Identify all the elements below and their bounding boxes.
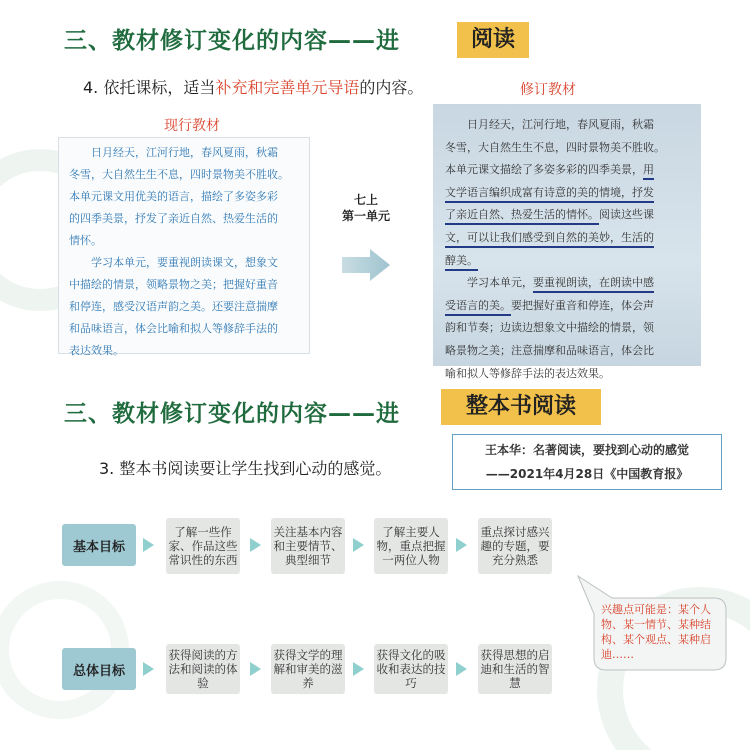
revised-line <box>445 295 695 318</box>
flow-arrow-icon <box>250 662 261 676</box>
revised-line <box>445 204 695 227</box>
underlined-text: 抒发 <box>632 185 654 199</box>
revised-line <box>445 159 695 182</box>
section2-subtitle: 3. 整本书阅读要让学生找到心动的感觉。 <box>99 459 392 478</box>
revised-line <box>445 182 695 205</box>
section2-tag: 整本书阅读 <box>441 389 601 425</box>
flow-arrow-icon <box>353 538 364 552</box>
flow-arrow-icon <box>250 538 261 552</box>
underlined-text: 文学语言编织成富有诗意的美的情境， <box>445 185 632 199</box>
revised-textbook-box <box>433 104 701 380</box>
section1-tag: 阅读 <box>457 22 529 58</box>
revised-line <box>445 227 695 250</box>
current-caption: 现行教材 <box>164 118 220 134</box>
current-line: 本单元课文用优美的语言，描绘了多姿多彩 <box>69 190 278 203</box>
revised-line: 略景物之美；注意揣摩和品味语言，体会比 <box>445 343 654 357</box>
current-textbook-text <box>69 142 303 362</box>
basic-step: 了解主要人物，重点把握一两位人物 <box>374 518 448 574</box>
underlined-text: 受语言的美。 <box>445 298 511 312</box>
revised-text: 要把握好重音和停连，体会声 <box>511 298 654 312</box>
revised-line: 日月经天，江河行地，春风夏雨，秋霜 <box>445 118 654 131</box>
subtitle-highlight: 补充和完善单元导语 <box>215 78 360 97</box>
unit-label-grade: 七上 <box>353 193 378 207</box>
revised-line: 冬雪，大自然生生不息，四时景物美不胜收。 <box>445 140 665 154</box>
current-line: 和品味语言，体会比喻和拟人等修辞手法的 <box>69 322 278 335</box>
quote-box <box>452 434 722 490</box>
revised-text: 本单元课文描绘了多姿多彩的四季美景， <box>445 163 643 177</box>
current-line: 冬雪，大自然生生不息，四时景物美不胜收。 <box>69 168 289 181</box>
revised-line: 韵和节奏；边读边想象文中描绘的情景，领 <box>445 321 654 335</box>
overall-step: 获得文学的理解和审美的滋养 <box>271 644 345 694</box>
current-line: 学习本单元，要重视朗读课文，想象文 <box>69 256 278 269</box>
basic-step: 了解一些作家、作品这些常识性的东西 <box>166 518 240 574</box>
current-line: 日月经天，江河行地，春风夏雨，秋霜 <box>69 146 278 159</box>
underlined-text: 要重视朗读，在朗读中感 <box>533 276 654 290</box>
current-line: 中描绘的情景，领略景物之美；把握好重音 <box>69 278 278 291</box>
revised-text: 阅读这些课 <box>599 208 654 222</box>
right-arrow-icon <box>340 248 392 282</box>
quote-line-1: 王本华：名著阅读，要找到心动的感觉 <box>484 443 689 457</box>
current-line: 情怀。 <box>69 234 102 247</box>
subtitle-suffix: 的内容。 <box>359 78 424 97</box>
section1-subtitle <box>83 75 423 98</box>
basic-step: 关注基本内容和主要情节、典型细节 <box>271 518 345 574</box>
overall-step: 获得思想的启迪和生活的智慧 <box>478 644 552 694</box>
revised-line: 喻和拟人等修辞手法的表达效果。 <box>445 366 610 380</box>
underlined-text: 醇美。 <box>445 253 478 267</box>
underlined-text: 了亲近自然、热爱生活的情怀。 <box>445 208 599 222</box>
unit-label <box>332 192 400 224</box>
revised-line <box>445 250 695 273</box>
overall-step: 获得文化的吸收和表达的技巧 <box>374 644 448 694</box>
flow-arrow-icon <box>143 538 154 552</box>
flow-arrow-icon <box>456 538 467 552</box>
current-line: 和停连，感受汉语声韵之美。还要注意揣摩 <box>69 300 278 313</box>
underlined-text: 文，可以让我们感受到自然的美妙，生活的 <box>445 230 654 244</box>
basic-goal-label: 基本目标 <box>62 524 136 566</box>
current-line: 表达效果。 <box>69 344 124 357</box>
flow-arrow-icon <box>456 662 467 676</box>
subtitle-prefix: 4. 依托课标，适当 <box>83 78 216 97</box>
section1-title: 三、教材修订变化的内容——进 <box>64 28 400 54</box>
flow-arrow-icon <box>353 662 364 676</box>
quote-line-2: ——2021年4月28日《中国教育报》 <box>485 467 689 481</box>
revised-caption: 修订教材 <box>520 82 576 98</box>
underlined-text: 用 <box>643 163 654 177</box>
flow-arrow-icon <box>143 662 154 676</box>
unit-label-unit: 第一单元 <box>341 209 390 223</box>
overall-step: 获得阅读的方法和阅读的体验 <box>166 644 240 694</box>
revised-text: 学习本单元， <box>445 276 533 290</box>
revised-line <box>445 272 695 295</box>
overall-goal-label: 总体目标 <box>62 648 136 690</box>
revised-textbook-text <box>445 114 695 385</box>
section2-title: 三、教材修订变化的内容——进 <box>64 401 400 427</box>
current-line: 的四季美景，抒发了亲近自然、热爱生活的 <box>69 212 278 225</box>
interest-bubble-text: 兴趣点可能是：某个人物、某一情节、某种结构、某个观点、某种启迪…… <box>601 603 711 661</box>
basic-step: 重点探讨感兴趣的专题，要充分熟悉 <box>478 518 552 574</box>
current-textbook-box <box>58 137 310 357</box>
